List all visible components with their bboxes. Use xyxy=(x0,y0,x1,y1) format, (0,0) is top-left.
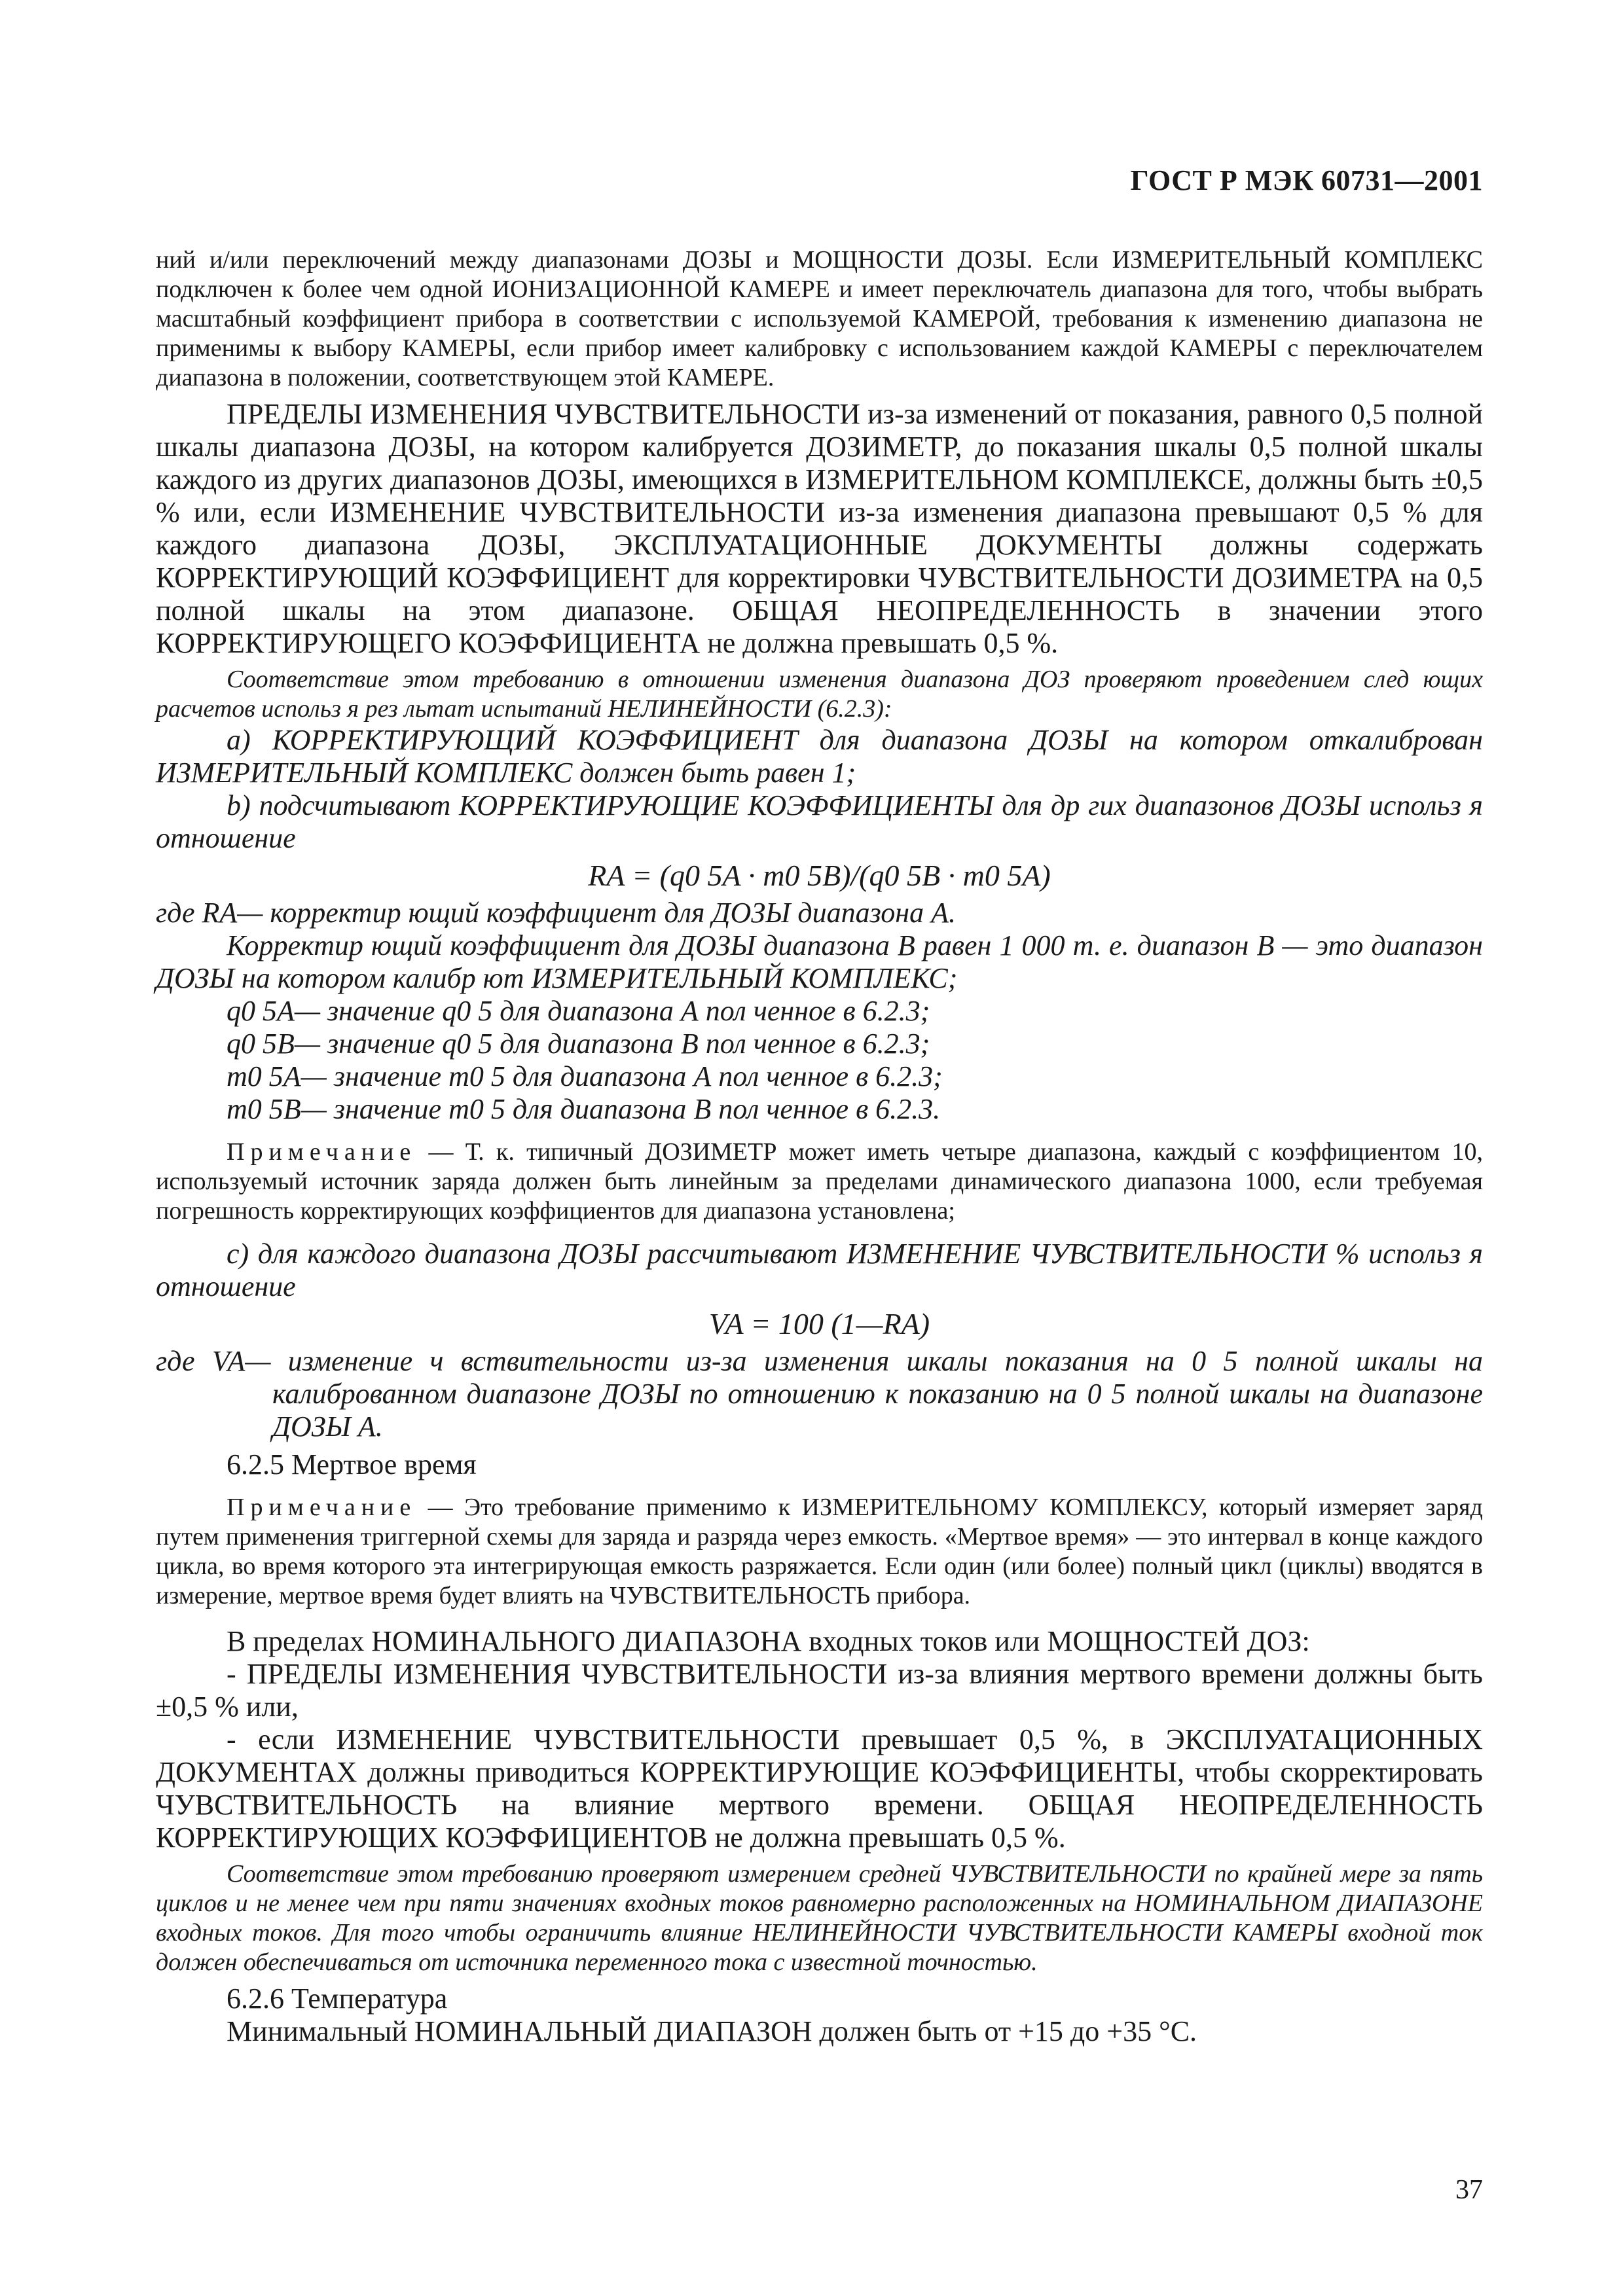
paragraph-compliance-deadtime: Соответствие этом требованию проверяют измерением средней ЧУВСТВИТЕЛЬНОСТИ по крайней мере за пять циклов и не менее чем при пяти значениях входных токов равномерно расположенных на НОМИНАЛЬНОМ ДИАПАЗОНЕ входных токов. Для того чтобы ограничить влияние НЕЛИНЕЙНОСТИ ЧУВСТВИТЕЛЬНОСТИ КАМЕРЫ входной ток должен обеспечиваться от источника переменного тока с известной точностью. xyxy=(156,1860,1483,1976)
note-text: — Т. к. типичный ДОЗИМЕТР может иметь четыре диапазона, каждый с коэффициентом 10, используемый источник заряда должен быть линейным за пределами динамического диапазона 1000, если требуемая погрешность корректирующих коэффициентов для диапазона установлена; xyxy=(156,1138,1483,1225)
list-item-a: a) КОРРЕКТИРУЮЩИЙ КОЭФФИЦИЕНТ для диапазона ДОЗЫ на котором откалиброван ИЗМЕРИТЕЛЬНЫЙ КОМПЛЕКС должен быть равен 1; xyxy=(156,724,1483,789)
paragraph-temperature: Минимальный НОМИНАЛЬНЫЙ ДИАПАЗОН должен быть от +15 до +35 °С. xyxy=(227,2015,1197,2047)
note-text: — Это требование применимо к ИЗМЕРИТЕЛЬНОМУ КОМПЛЕКСУ, который измеряет заряд путем применения триггерной схемы для заряда и разряда через емкость. «Мертвое время» — это интервал в конце каждого цикла, во время которого эта интегрирующая емкость разряжается. Если один (или более) полный цикл (циклы) вводятся в измерение, мертвое время будет влиять на ЧУВСТВИТЕЛЬНОСТЬ прибора. xyxy=(156,1494,1483,1609)
definition-item: q0 5A— значение q0 5 для диапазона А пол ченное в 6.2.3; xyxy=(227,995,930,1027)
page-number: 37 xyxy=(1455,2175,1483,2205)
list-item-c: c) для каждого диапазона ДОЗЫ рассчитывают ИЗМЕНЕНИЕ ЧУВСТВИТЕЛЬНОСТИ % использ я отношение xyxy=(156,1238,1483,1302)
paragraph-continuation: ний и/или переключений между диапазонами ДОЗЫ и МОЩНОСТИ ДОЗЫ. Если ИЗМЕРИТЕЛЬНЫЙ КОМПЛЕКС подключен к более чем одной ИОНИЗАЦИОННОЙ КАМЕРЕ и имеет переключатель диапазона для того, чтобы выбрать масштабный коэффициент прибора в соответствии с используемой КАМЕРОЙ, требования к изменению диапазона не применимы к выбору КАМЕРЫ, если прибор имеет калибровку с использованием каждой КАМЕРЫ с переключателем диапазона в положении, соответствующем этой КАМЕРЕ. xyxy=(156,246,1483,391)
list-item-dash-2: - если ИЗМЕНЕНИЕ ЧУВСТВИТЕЛЬНОСТИ превышает 0,5 %, в ЭКСПЛУАТАЦИОННЫХ ДОКУМЕНТАХ должны приводиться КОРРЕКТИРУЮЩИЕ КОЭФФИЦИЕНТЫ, чтобы скорректировать ЧУВСТВИТЕЛЬНОСТЬ на влияние мертвого времени. ОБЩАЯ НЕОПРЕДЕЛЕННОСТЬ КОРРЕКТИРУЮЩИХ КОЭФФИЦИЕНТОВ не должна превышать 0,5 %. xyxy=(156,1723,1483,1854)
formula-where-clause: где VA— изменение ч вствительности из-за изменения шкалы показания на 0 5 полной шкалы на калиброванном диапазоне ДОЗЫ по отношению к показанию на 0 5 полной шкалы на диапазоне ДОЗЫ А. xyxy=(156,1345,1483,1443)
formula-correction-factor: RA = (q0 5A · m0 5B)/(q0 5B · m0 5A) xyxy=(588,859,1051,892)
paragraph-nominal-range: В пределах НОМИНАЛЬНОГО ДИАПАЗОНА входных токов или МОЩНОСТЕЙ ДОЗ: xyxy=(227,1625,1310,1657)
note-2 xyxy=(156,1493,1483,1611)
paragraph-compliance-check: Соответствие этом требованию в отношении изменения диапазона ДОЗ проверяют проведением след ющих расчетов использ я рез льтат испытаний НЕЛИНЕЙНОСТИ (6.2.3): xyxy=(156,666,1483,723)
document-header: ГОСТ Р МЭК 60731—2001 xyxy=(1130,164,1483,196)
definition-item: m0 5B— значение m0 5 для диапазона В пол ченное в 6.2.3. xyxy=(227,1093,941,1125)
page-body xyxy=(156,245,1483,2048)
note-label: Примечание xyxy=(227,1494,417,1521)
section-heading-6-2-5: 6.2.5 Мертвое время xyxy=(227,1448,477,1480)
paragraph-sensitivity-limits: ПРЕДЕЛЫ ИЗМЕНЕНИЯ ЧУВСТВИТЕЛЬНОСТИ из-за изменений от показания, равного 0,5 полной шкалы диапазона ДОЗЫ, на котором калибруется ДОЗИМЕТР, до показания шкалы 0,5 полной шкалы каждого из других диапазонов ДОЗЫ, имеющихся в ИЗМЕРИТЕЛЬНОМ КОМПЛЕКСЕ, должны быть ±0,5 % или, если ИЗМЕНЕНИЕ ЧУВСТВИТЕЛЬНОСТИ из-за изменения диапазона превышают 0,5 % для каждого диапазона ДОЗЫ, ЭКСПЛУАТАЦИОННЫЕ ДОКУМЕНТЫ должны содержать КОРРЕКТИРУЮЩИЙ КОЭФФИЦИЕНТ для корректировки ЧУВСТВИТЕЛЬНОСТИ ДОЗИМЕТРА на 0,5 полной шкалы на этом диапазоне. ОБЩАЯ НЕОПРЕДЕЛЕННОСТЬ в значении этого КОРРЕКТИРУЮЩЕГО КОЭФФИЦИЕНТА не должна превышать 0,5 %. xyxy=(156,398,1483,659)
section-heading-6-2-6: 6.2.6 Температура xyxy=(227,1982,448,2015)
definition-item: q0 5B— значение q0 5 для диапазона В пол ченное в 6.2.3; xyxy=(227,1028,930,1060)
formula-where-clause: где RA— корректир ющий коэффициент для ДОЗЫ диапазона А. xyxy=(156,897,956,929)
definition-list xyxy=(156,995,1483,1126)
list-item-dash-1: - ПРЕДЕЛЫ ИЗМЕНЕНИЯ ЧУВСТВИТЕЛЬНОСТИ из-за влияния мертвого времени должны быть ±0,5 % или, xyxy=(156,1658,1483,1723)
list-item-b: b) подсчитывают КОРРЕКТИРУЮЩИЕ КОЭФФИЦИЕНТЫ для др гих диапазонов ДОЗЫ использ я отношение xyxy=(156,789,1483,854)
definition-item: m0 5A— значение m0 5 для диапазона А пол ченное в 6.2.3; xyxy=(227,1060,943,1092)
note-1 xyxy=(156,1138,1483,1226)
paragraph-range-b: Корректир ющий коэффициент для ДОЗЫ диапазона В равен 1 000 т. е. диапазон В — это диапазон ДОЗЫ на котором калибр ют ИЗМЕРИТЕЛЬНЫЙ КОМПЛЕКС; xyxy=(156,929,1483,994)
note-label: Примечание xyxy=(227,1138,417,1166)
formula-sensitivity-change: VA = 100 (1—RA) xyxy=(708,1307,930,1340)
